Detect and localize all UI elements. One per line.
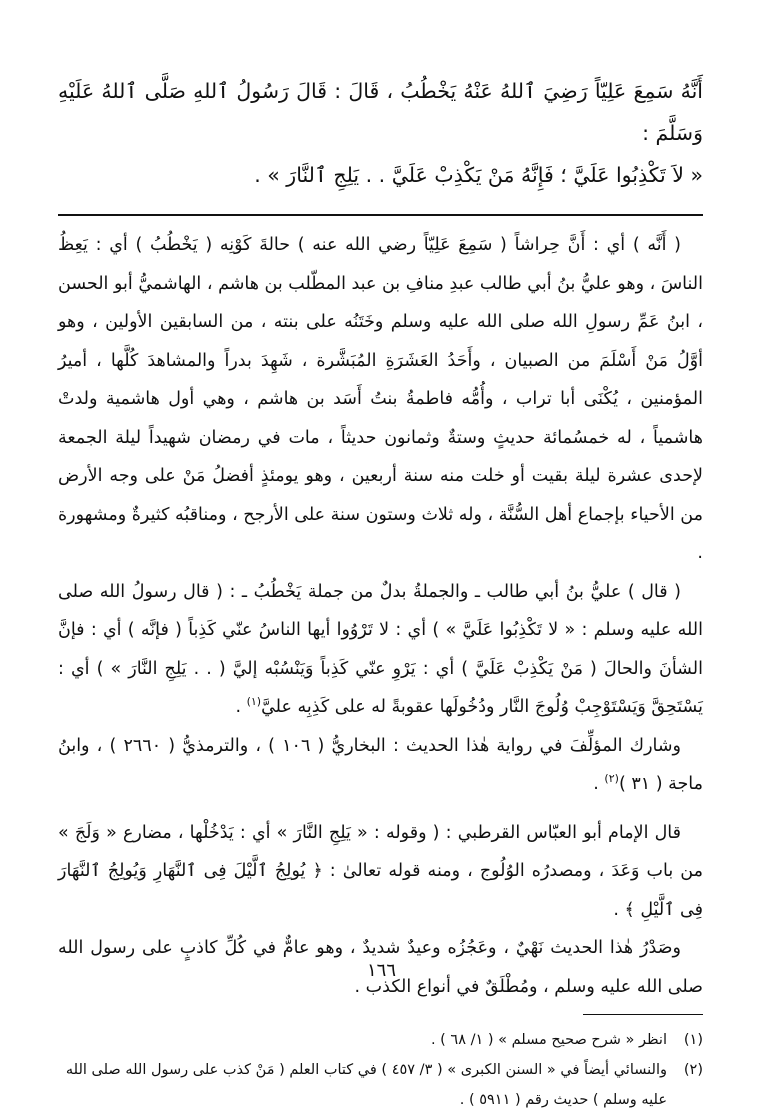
footnote-divider (583, 1014, 703, 1015)
hadith-line: « لاَ تَكْذِبُوا عَلَيَّ ؛ فَإِنَّهُ مَنْ يَكْذِبْ عَلَيَّ . . يَلِجِ ٱلنَّارَ » . (254, 163, 703, 187)
commentary-paragraph (58, 727, 703, 804)
footnote (58, 1055, 703, 1115)
page-number: ١٦٦ (366, 960, 396, 981)
commentary-text: . (593, 774, 605, 794)
footnote-number: (٢) (683, 1062, 703, 1078)
footnote-ref: (٢) (604, 772, 619, 786)
commentary-text: ( قال ) عليُّ بنُ أبي طالب ـ والجملةُ بدلٌ من جملة يَخْطُبُ ـ : ( قال رسولُ الله صلى الله عليه وسلم : « لا تَكْذِبُوا عَلَيَّ » ) أي : لا تَرْوُوا أيها الناسُ عنّي كَذِباً ( فإنَّه ) أي : فإنَّ الشأنَ والحالَ ( مَنْ يَكْذِبْ عَلَيَّ ) أي : يَرْوِ عنّي كَذِباً وَيَنْسُبْه إليَّ ( . . يَلِجِ النَّارَ » ) أي : يَسْتَحِقَّ وَيَسْتَوْجِبْ وُلُوجَ النَّار ودُخُولَها عقوبةً له على كَذِبِه عليَّ (58, 581, 703, 717)
commentary-paragraph (58, 573, 703, 727)
page (58, 70, 703, 1112)
commentary-text: . (235, 697, 247, 717)
commentary-paragraph: ( أَنَّه ) أي : أَنَّ حِراشاً ( سَمِعَ عَلِيّاً رضي الله عنه ) حالةَ كَوْنِه ( يَخْطُبُ ) أي : يَعِظُ الناسَ ، وهو عليُّ بنُ أبي طالب عبدِ منافِ بن عبد المطّلب بن هاشم ، الهاشميُّ أبو الحسن ، ابنُ عَمِّ رسولِ الله صلى الله عليه وسلم وخَتَنُه على بنته ، من السابقين الأولين ، وهو أوَّلُ مَنْ أَسْلَمَ من الصبيان ، وأَحَدُ العَشَرَةِ المُبَشَّرة ، شَهِدَ بدراً والمشاهدَ كُلَّها ، أميرُ المؤمنين ، يُكْنَى أبا تراب ، وأُمُّه فاطمةُ بنتُ أَسَد بن هاشم ، وهي أول هاشمية ولدتْ هاشمياً ، له خمسُمائة حديثٍ وستةٌ وثمانون حديثاً ، مات في رمضان شهيداً ليلة الجمعة لإحدى عشرة ليلة بقيت أو خلت منه سنة أربعين ، وهو يومئذٍ أفضلُ مَنْ على وجه الأرض من الأحياء بإجماع أهل السُّنَّة ، وله ثلاث وستون سنة على الأرجح ، ومناقبُه كثيرةٌ ومشهورة . (58, 235, 703, 563)
commentary-text: وشارك المؤلِّفَ في رواية هٰذا الحديث : البخاريُّ ( ١٠٦ ) ، والترمذيُّ ( ٢٦٦٠ ) ، وابنُ ماجة ( ٣١ ) (58, 735, 703, 794)
hadith-line: أَنَّهُ سَمِعَ عَلِيّاً رَضِيَ ٱللهُ عَنْهُ يَخْطُبُ ، قَالَ : قَالَ رَسُولُ ٱللهِ صَلَّى ٱللهُ عَلَيْهِ وَسَلَّمَ : (58, 79, 703, 145)
footnote-text: والنسائي أيضاً في « السنن الكبرى » ( ٣/ ٤٥٧ ) في كتاب العلم ( مَنْ كذب على رسول الله صلى الله عليه وسلم ) حديث رقم ( ٥٩١١ ) . (65, 1062, 667, 1108)
commentary-paragraph: قال الإمام أبو العبّاس القرطبي : ( وقوله : « يَلِجِ النَّارَ » أي : يَدْخُلْها ، مضارع « وَلَجَ » من باب وَعَدَ ، ومصدرُه الوُلُوج ، ومنه قوله تعالىٰ : ﴿ يُولِجُ ٱلَّيْلَ فِى ٱلنَّهَارِ وَيُولِجُ ٱلنَّهَارَ فِى ٱلَّيْلِ ﴾ . (58, 822, 703, 920)
section-divider (58, 214, 703, 216)
hadith-text (58, 70, 703, 196)
footnote-text: انظر « شرح صحيح مسلم » ( ١/ ٦٨ ) . (430, 1032, 667, 1048)
commentary (58, 226, 703, 1006)
footnote-ref: (١) (246, 695, 262, 709)
footnote (58, 1025, 703, 1055)
commentary-paragraph: وصَدْرُ هٰذا الحديث نَهْيٌ ، وعَجُزُه وعيدٌ شديدٌ ، وهو عامٌّ في كُلِّ كاذبٍ على رسول الله صلى الله عليه وسلم ، ومُطْلَقٌ في أنواع الكذب . (58, 938, 703, 997)
footnote-number: (١) (683, 1032, 703, 1048)
footnotes (58, 1025, 703, 1115)
